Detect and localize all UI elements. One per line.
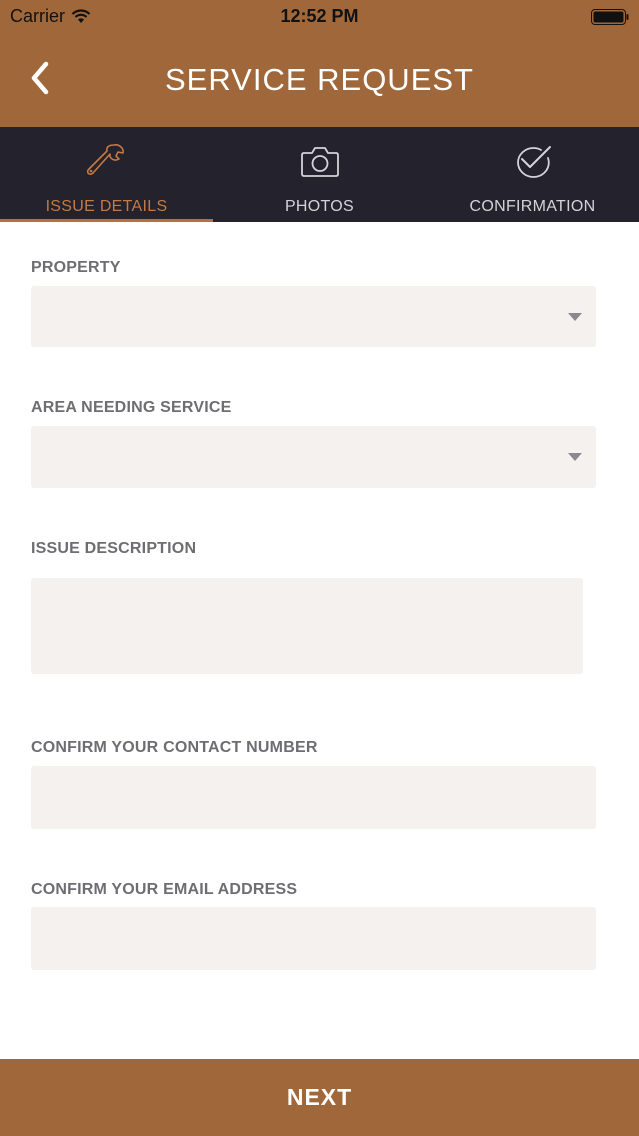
- tab-confirmation[interactable]: [426, 127, 639, 222]
- description-textarea[interactable]: [31, 578, 583, 674]
- nav-bar: [0, 44, 639, 114]
- page-title: SERVICE REQUEST: [164, 62, 474, 97]
- property-dropdown[interactable]: [31, 286, 596, 347]
- description-label: ISSUE DESCRIPTION: [31, 540, 197, 557]
- tab-issue-details-label: ISSUE DETAILS: [45, 198, 168, 215]
- property-label: PROPERTY: [31, 259, 121, 276]
- email-label: CONFIRM YOUR EMAIL ADDRESS: [31, 881, 298, 898]
- chevron-down-icon: [568, 313, 582, 321]
- area-dropdown[interactable]: [31, 426, 596, 488]
- battery-icon: [591, 9, 629, 25]
- step-tabs: [0, 127, 639, 222]
- contact-label: CONFIRM YOUR CONTACT NUMBER: [31, 739, 318, 756]
- checkmark-icon: [511, 141, 555, 181]
- tab-issue-details[interactable]: [0, 127, 213, 222]
- status-bar: [0, 0, 639, 34]
- contact-number-input[interactable]: [31, 766, 596, 829]
- tab-photos[interactable]: [213, 127, 426, 222]
- chevron-down-icon: [568, 453, 582, 461]
- status-time: 12:52 PM: [280, 6, 359, 26]
- header: [0, 0, 639, 127]
- email-input[interactable]: [31, 907, 596, 970]
- tab-confirmation-label: CONFIRMATION: [469, 198, 596, 215]
- next-button[interactable]: NEXT: [0, 1059, 639, 1136]
- tab-photos-label: PHOTOS: [284, 198, 355, 215]
- camera-icon: [298, 141, 342, 181]
- area-label: AREA NEEDING SERVICE: [31, 399, 232, 416]
- carrier-label: Carrier: [10, 6, 66, 26]
- wrench-icon: [85, 141, 129, 181]
